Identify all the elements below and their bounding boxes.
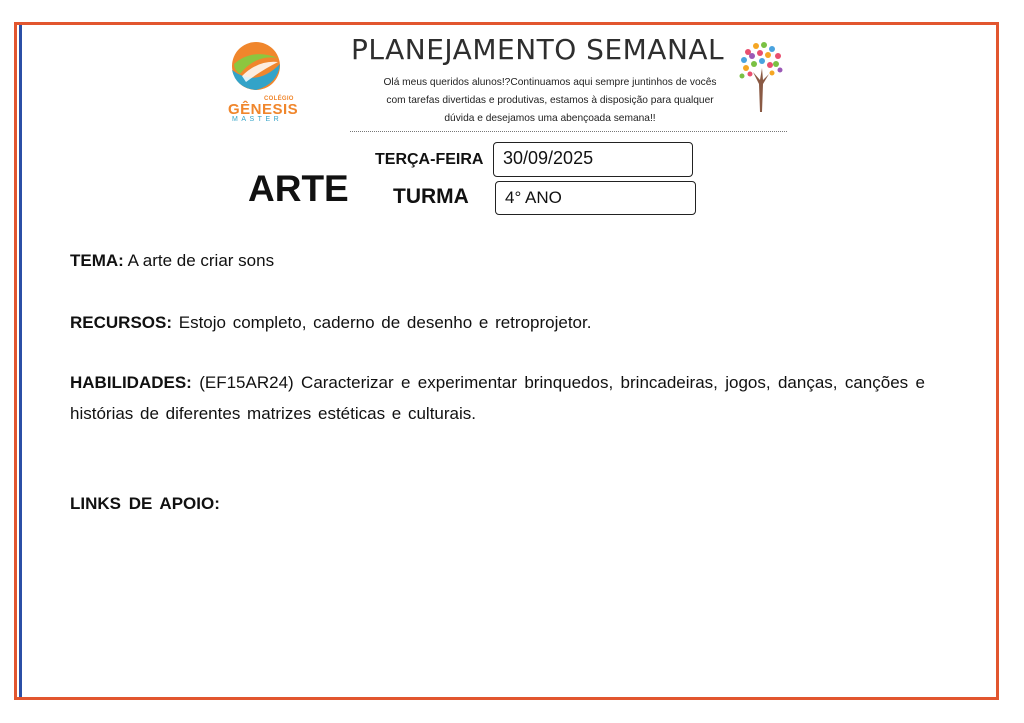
- date-field: 30/09/2025: [493, 142, 693, 177]
- links-label: LINKS DE APOIO:: [70, 494, 220, 513]
- greeting-line: com tarefas divertidas e produtivas, estamos à disposição para qualquer: [386, 95, 714, 106]
- recursos-value: Estojo completo, caderno de desenho e retroprojetor.: [178, 313, 592, 332]
- habilidades-value: (EF15AR24) Caracterizar e experimentar brinquedos, brincadeiras, jogos, danças, canções e histórias de diferentes matrizes estéticas e culturais.: [70, 373, 925, 423]
- side-accent-line: [19, 25, 22, 697]
- tema-field: [70, 245, 274, 276]
- school-logo: [222, 40, 304, 124]
- header-divider: [350, 131, 787, 132]
- recursos-field: [70, 307, 591, 338]
- logo-name-text: GÊNESIS: [228, 101, 299, 118]
- greeting-line: dúvida e desejamos uma abençoada semana!!: [444, 113, 656, 124]
- greeting-line: Olá meus queridos alunos!?Continuamos aqui sempre juntinhos de vocês: [383, 77, 717, 88]
- tree-icon: [736, 40, 786, 112]
- tema-label: TEMA:: [70, 251, 124, 270]
- tema-value: A arte de criar sons: [127, 251, 275, 270]
- habilidades-field: [70, 367, 925, 429]
- subject-title: ARTE: [248, 168, 349, 209]
- logo-sub-text: MASTER: [232, 116, 283, 123]
- greeting-message: [370, 74, 730, 128]
- logo-college-text: COLÉGIO: [264, 96, 294, 102]
- class-label: TURMA: [393, 185, 469, 208]
- logo-emblem-icon: [222, 40, 304, 100]
- class-field: 4° ANO: [495, 181, 696, 215]
- recursos-label: RECURSOS:: [70, 313, 173, 332]
- day-label: TERÇA-FEIRA: [375, 151, 484, 168]
- page-title: PLANEJAMENTO SEMANAL: [351, 33, 725, 66]
- habilidades-label: HABILIDADES:: [70, 373, 192, 392]
